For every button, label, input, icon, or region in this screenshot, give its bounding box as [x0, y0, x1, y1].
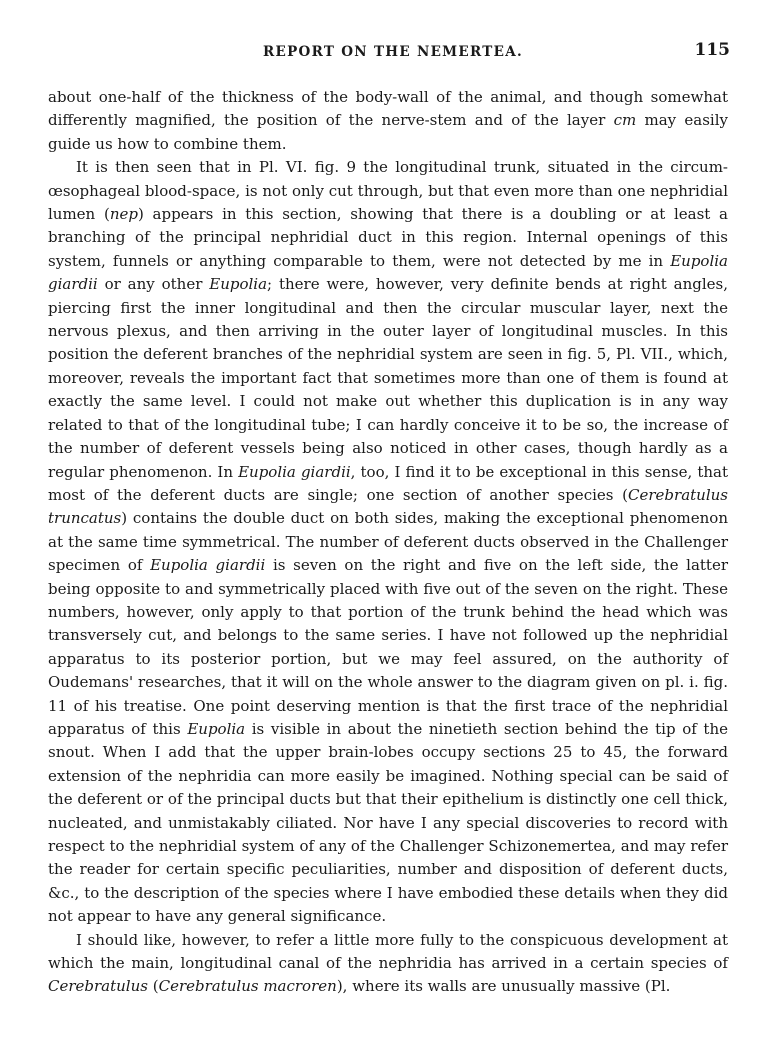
body-text: [48, 86, 728, 999]
text-run: (: [147, 977, 159, 996]
text-run: may easily guide us how to combine them.: [48, 111, 728, 153]
italic-term: Eupolia: [209, 275, 268, 294]
running-head: REPORT ON THE NEMERTEA.: [263, 44, 523, 60]
italic-term: Eupolia: [187, 719, 246, 738]
text-run: , too, I find it to be exceptional in this sense, that most of the deferent ducts are single; one section of another species (: [48, 462, 729, 504]
paragraph-2: [48, 156, 728, 928]
text-run: ; there were, however, very definite bends at right angles, piercing first the inner longitudinal and then the circular muscular layer, next the nervous plexus, and then arriving in the outer layer of longitudinal muscles. In this position the deferent branches of the nephridial system are seen in fig. 5, Pl. VII., which, moreover, reveals the important fact that sometimes more than one of them is found at exactly the same level. I could not make out whether this duplication is in any way related to that of the longitudinal tube; I can hardly conceive it to be so, the increase of the number of deferent vessels being also noticed in other cases, though hardly as a regular phenomenon. In: [48, 275, 728, 481]
text-run: about one-half of the thickness of the body-wall of the animal, and though somewhat differently magnified, the position of the nerve-stem and of the layer: [48, 88, 728, 130]
italic-term: Cerebratulus: [48, 977, 148, 996]
text-run: ) contains the double duct on both sides, making the exceptional phenomenon at the same time symmetrical. The number of deferent ducts observed in the Challenger specimen of: [48, 509, 728, 575]
text-run: ), where its walls are unusually massive (Pl.: [336, 977, 671, 996]
paragraph-3: [48, 929, 728, 999]
italic-term: Cerebratulus macroren: [158, 977, 337, 996]
italic-term: Eupolia giardii: [150, 556, 266, 575]
text-run: It is then seen that in Pl. VI. fig. 9 the longitudinal trunk, situated in the circum-œsophageal blood-space, is not only cut through, but that even more than one nephridial lumen (: [48, 158, 728, 224]
page-header: [48, 40, 738, 66]
paragraph-1: [48, 86, 728, 156]
italic-term: nep: [109, 205, 138, 224]
text-run: ) appears in this section, showing that there is a doubling or at least a branching of the principal nephridial duct in this region. Internal openings of this system, funnels or anything comparable to them, were not detected by me in: [48, 205, 728, 270]
italic-term: Eupolia giardii: [48, 251, 728, 294]
text-run: I should like, however, to refer a little more fully to the conspicuous development at which the main, longitudinal canal of the nephridia has arrived in a certain species of: [48, 930, 728, 973]
page-number: 115: [694, 40, 730, 60]
italic-term: cm: [613, 111, 637, 130]
italic-term: Cerebratulus truncatus: [48, 485, 728, 528]
italic-term: Eupolia giardii: [238, 462, 351, 481]
text-run: is visible in about the ninetieth section behind the tip of the snout. When I add that the upper brain-lobes occupy sections 25 to 45, the forward extension of the nephridia can more easily be imagined. Nothing special can be said of the deferent or of the principal ducts but that their epithelium is distinctly one cell thick, nucleated, and unmistakably ciliated. Nor have I any special discoveries to record with respect to the nephridial system of any of the Challenger Schizonemertea, and may refer the reader for certain specific peculiarities, number and disposition of deferent ducts, &c., to the description of the species where I have embodied these details when they did not appear to have any general significance.: [48, 719, 728, 926]
text-run: or any other: [97, 275, 210, 294]
text-run: is seven on the right and five on the left side, the latter being opposite to and symmetrically placed with five out of the seven on the right. These numbers, however, only apply to that portion of the trunk behind the head which was transversely cut, and belongs to the same series. I have not followed up the nephridial apparatus to its posterior portion, but we may feel assured, on the authority of Oudemans' researches, that it will on the whole answer to the diagram given on pl. i. fig. 11 of his treatise. One point deserving mention is that the first trace of the nephridial apparatus of this: [48, 556, 728, 738]
